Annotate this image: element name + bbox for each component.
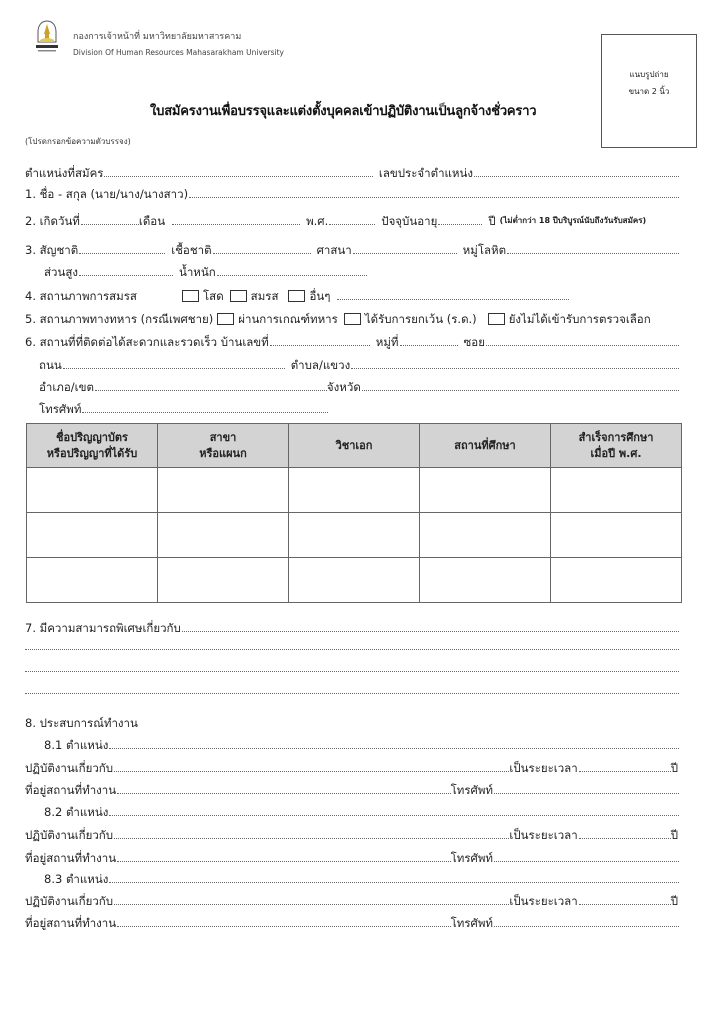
option-single-label: โสด (203, 289, 224, 303)
experience-3-workplace-field[interactable] (117, 923, 451, 927)
moo-label: หมู่ที่ (375, 335, 399, 349)
experience-1-phone-label: โทรศัพท์ (450, 783, 493, 797)
marital-other-field[interactable] (337, 296, 569, 300)
soi-label: ซอย (463, 335, 485, 349)
house-no-field[interactable] (270, 342, 370, 346)
experience-1-years-unit: ปี (670, 761, 678, 775)
military-status-label: 5. สถานภาพทางทหาร (กรณีเพศชาย) (25, 312, 214, 326)
experience-1-position-label: 8.1 ตำแหน่ง (44, 738, 109, 752)
ethnicity-label: เชื้อชาติ (171, 243, 212, 257)
phone-label: โทรศัพท์ (39, 402, 82, 416)
experience-3-work-label: ปฏิบัติงานเกี่ยวกับ (25, 894, 114, 908)
experience-1-position-field[interactable] (109, 745, 679, 749)
road-label: ถนน (39, 358, 62, 372)
special-skills-label: 7. มีความสามารถพิเศษเกี่ยวกับ (25, 621, 181, 635)
experience-3-phone-label: โทรศัพท์ (450, 916, 493, 930)
table-row (27, 558, 682, 603)
phone-field[interactable] (82, 409, 328, 413)
nationality-field[interactable] (79, 250, 165, 254)
birth-day-field[interactable] (81, 221, 139, 225)
checkbox-exempted[interactable] (344, 313, 361, 325)
road-field[interactable] (63, 365, 285, 369)
height-field[interactable] (79, 272, 173, 276)
age-requirement-note: (ไม่ต่ำกว่า 18 ปีบริบูรณ์นับถึงวันรับสมัคร) (499, 216, 647, 225)
experience-1-duration-field[interactable] (579, 768, 671, 772)
ethnicity-field[interactable] (213, 250, 311, 254)
address-house-no-label: 6. สถานที่ที่ติดต่อได้สะดวกและรวดเร็ว บ้านเลขที่ (25, 335, 269, 349)
name-row (25, 181, 679, 201)
experience-3-phone-field[interactable] (494, 923, 679, 927)
experience-2-position-field[interactable] (109, 812, 679, 816)
age-unit-label: ปี (488, 214, 496, 228)
graduation-year-cell[interactable] (551, 513, 682, 558)
address-row (25, 329, 679, 349)
experience-1-phone-field[interactable] (494, 790, 679, 794)
education-table (26, 423, 682, 603)
birth-year-field[interactable] (329, 221, 375, 225)
soi-field[interactable] (486, 342, 679, 346)
position-applied-label: ตำแหน่งที่สมัคร (25, 166, 104, 180)
birth-year-label: พ.ศ. (306, 214, 329, 228)
position-number-field[interactable] (474, 173, 679, 177)
experience-2-duration-label: เป็นระยะเวลา (509, 828, 578, 842)
table-row (27, 513, 682, 558)
degree-cell[interactable] (27, 558, 158, 603)
form-title: ใบสมัครงานเพื่อบรรจุและแต่งตั้งบุคคลเข้าปฏิบัติงานเป็นลูกจ้างชั่วคราว (150, 104, 537, 119)
col-institution-header: สถานที่ศึกษา (420, 424, 551, 468)
experience-1-position-row (44, 732, 679, 752)
field-cell[interactable] (158, 513, 289, 558)
experience-2-position-row (44, 799, 679, 819)
military-status-row (25, 306, 679, 326)
age-label: ปัจจุบันอายุ (381, 214, 438, 228)
experience-3-work-field[interactable] (114, 901, 509, 905)
position-row (25, 160, 679, 180)
photo-placeholder-box (601, 34, 697, 148)
experience-1-work-row (25, 755, 679, 775)
education-table-header (27, 424, 682, 468)
experience-3-workplace-label: ที่อยู่สถานที่ทำงาน (25, 916, 117, 930)
work-experience-heading-row (25, 710, 679, 730)
experience-2-work-field[interactable] (114, 835, 509, 839)
weight-label: น้ำหนัก (178, 265, 216, 279)
university-logo-icon (34, 20, 60, 56)
special-skills-field[interactable] (182, 628, 679, 632)
religion-label: ศาสนา (316, 243, 352, 257)
experience-2-work-row (25, 822, 679, 842)
experience-3-duration-label: เป็นระยะเวลา (509, 894, 578, 908)
institution-cell[interactable] (420, 558, 551, 603)
org-name-thai: กองการเจ้าหน้าที่ มหาวิทยาลัยมหาสารคาม (73, 32, 242, 42)
special-skills-line-4[interactable] (25, 693, 679, 694)
col-graduation-year-header: สำเร็จการศึกษา เมื่อปี พ.ศ. (551, 424, 682, 468)
checkbox-conscripted[interactable] (217, 313, 234, 325)
table-row (27, 468, 682, 513)
blood-type-label: หมู่โลหิต (462, 243, 507, 257)
province-label: จังหวัด (326, 380, 361, 394)
degree-cell[interactable] (27, 513, 158, 558)
experience-3-position-label: 8.3 ตำแหน่ง (44, 872, 109, 886)
height-weight-row (44, 259, 679, 279)
religion-field[interactable] (353, 250, 457, 254)
degree-cell[interactable] (27, 468, 158, 513)
experience-1-workplace-label: ที่อยู่สถานที่ทำงาน (25, 783, 117, 797)
district-field[interactable] (95, 387, 327, 391)
work-experience-label: 8. ประสบการณ์ทำงาน (25, 716, 138, 730)
photo-box-label: แนบรูปถ่าย (629, 70, 669, 79)
option-conscripted-label: ผ่านการเกณฑ์ทหาร (238, 312, 338, 326)
institution-cell[interactable] (420, 513, 551, 558)
graduation-year-cell[interactable] (551, 468, 682, 513)
experience-2-workplace-row (25, 845, 679, 865)
institution-cell[interactable] (420, 468, 551, 513)
photo-box-size: ขนาด 2 นิ้ว (628, 87, 670, 96)
subdistrict-label: ตำบล/แขวง (290, 358, 351, 372)
experience-1-duration-label: เป็นระยะเวลา (509, 761, 578, 775)
graduation-year-cell[interactable] (551, 558, 682, 603)
weight-field[interactable] (217, 272, 367, 276)
position-number-label: เลขประจำตำแหน่ง (378, 166, 473, 180)
district-label: อำเภอ/เขต (39, 380, 94, 394)
road-row (39, 352, 679, 372)
field-cell[interactable] (158, 558, 289, 603)
experience-2-position-label: 8.2 ตำแหน่ง (44, 805, 109, 819)
experience-2-phone-label: โทรศัพท์ (450, 851, 493, 865)
checkbox-single[interactable] (182, 290, 199, 302)
province-field[interactable] (362, 387, 679, 391)
height-label: ส่วนสูง (44, 265, 78, 279)
experience-2-work-label: ปฏิบัติงานเกี่ยวกับ (25, 828, 114, 842)
checkbox-not-yet-drafted[interactable] (488, 313, 505, 325)
position-applied-field[interactable] (104, 173, 372, 177)
option-married-label: สมรส (250, 289, 279, 303)
nationality-row (25, 237, 679, 257)
experience-1-workplace-row (25, 777, 679, 797)
major-cell[interactable] (289, 468, 420, 513)
special-skills-line-3[interactable] (25, 671, 679, 672)
experience-2-years-unit: ปี (670, 828, 678, 842)
moo-field[interactable] (400, 342, 458, 346)
marital-status-row (25, 283, 679, 303)
experience-1-workplace-field[interactable] (117, 790, 451, 794)
nationality-label: 3. สัญชาติ (25, 243, 79, 257)
option-other-label: อื่นๆ (309, 289, 331, 303)
experience-2-workplace-label: ที่อยู่สถานที่ทำงาน (25, 851, 117, 865)
field-cell[interactable] (158, 468, 289, 513)
experience-2-workplace-field[interactable] (117, 858, 451, 862)
experience-3-work-row (25, 888, 679, 908)
fill-instruction: (โปรดกรอกข้อความตัวบรรจง) (25, 137, 131, 146)
experience-3-duration-field[interactable] (579, 901, 671, 905)
experience-1-work-label: ปฏิบัติงานเกี่ยวกับ (25, 761, 114, 775)
experience-2-phone-field[interactable] (494, 858, 679, 862)
district-row (39, 374, 679, 394)
experience-3-years-unit: ปี (670, 894, 678, 908)
checkbox-married[interactable] (230, 290, 247, 302)
experience-3-position-field[interactable] (109, 879, 679, 883)
blood-type-field[interactable] (507, 250, 679, 254)
phone-row (39, 396, 679, 416)
checkbox-other[interactable] (288, 290, 305, 302)
experience-3-workplace-row (25, 910, 679, 930)
experience-1-work-field[interactable] (114, 768, 509, 772)
birth-month-label: เดือน (138, 214, 166, 228)
option-not-yet-drafted-label: ยังไม่ได้เข้ารับการตรวจเลือก (508, 312, 651, 326)
birth-month-field[interactable] (172, 221, 300, 225)
org-name-english: Division Of Human Resources Mahasarakham University (73, 48, 284, 57)
age-field[interactable] (438, 221, 482, 225)
col-degree-header: ชื่อปริญญาบัตร หรือปริญญาที่ได้รับ (27, 424, 158, 468)
experience-3-position-row (44, 866, 679, 886)
col-field-header: สาขา หรือแผนก (158, 424, 289, 468)
subdistrict-field[interactable] (351, 365, 679, 369)
birth-day-label: 2. เกิดวันที่ (25, 214, 80, 228)
full-name-field[interactable] (189, 194, 679, 198)
experience-2-duration-field[interactable] (579, 835, 671, 839)
option-exempted-label: ได้รับการยกเว้น (ร.ด.) (364, 312, 477, 326)
major-cell[interactable] (289, 558, 420, 603)
birth-row (25, 208, 679, 228)
major-cell[interactable] (289, 513, 420, 558)
col-major-header: วิชาเอก (289, 424, 420, 468)
special-skills-line-2[interactable] (25, 649, 679, 650)
full-name-label: 1. ชื่อ - สกุล (นาย/นาง/นางสาว) (25, 187, 189, 201)
special-skills-row (25, 615, 679, 635)
marital-status-label: 4. สถานภาพการสมรส (25, 289, 137, 303)
